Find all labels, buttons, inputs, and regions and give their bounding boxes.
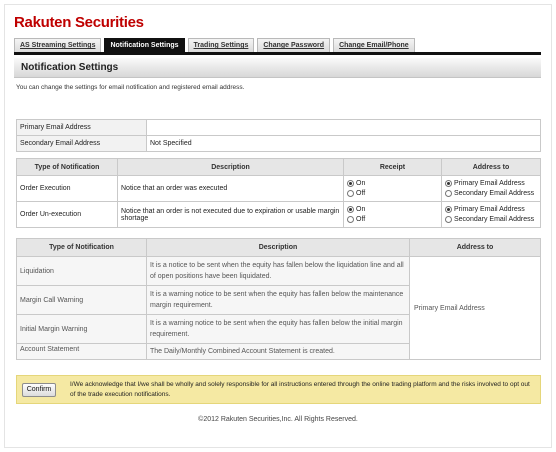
primary-email-value bbox=[147, 120, 541, 136]
tab-notification-settings[interactable]: Notification Settings bbox=[104, 38, 184, 52]
notification-type: Margin Call Warning bbox=[17, 286, 147, 315]
footer-copyright: ©2012 Rakuten Securities,Inc. All Rights Reserved. bbox=[198, 416, 358, 423]
table-header-row bbox=[17, 239, 541, 257]
address-secondary-label: Secondary Email Address bbox=[454, 190, 535, 197]
col-description-header: Description bbox=[147, 239, 410, 257]
tab-change-email-phone[interactable]: Change Email/Phone bbox=[333, 38, 415, 52]
receipt-on-label: On bbox=[356, 180, 366, 187]
address-secondary-radio[interactable] bbox=[445, 216, 452, 223]
table-row bbox=[17, 257, 541, 286]
address-cell bbox=[442, 176, 541, 202]
receipt-off-option[interactable] bbox=[347, 189, 438, 199]
notification-description: Notice that an order was executed bbox=[118, 176, 344, 202]
acknowledgement-text: I/We acknowledge that I/we shall be wholly and solely responsible for all instructions entered through the online trading platform and the risks involved to opt out of the trade execution notifications. bbox=[70, 381, 530, 398]
secondary-email-label: Secondary Email Address bbox=[17, 136, 147, 152]
address-cell bbox=[442, 202, 541, 228]
col-address-header: Address to bbox=[410, 239, 541, 257]
notification-type: Account Statement bbox=[17, 344, 147, 360]
receipt-on-radio[interactable] bbox=[347, 206, 354, 213]
col-address-header: Address to bbox=[442, 159, 541, 176]
fixed-notifications-table bbox=[16, 238, 541, 360]
table-row bbox=[17, 136, 541, 152]
receipt-off-label: Off bbox=[356, 216, 366, 223]
address-secondary-option[interactable] bbox=[445, 215, 537, 225]
receipt-off-radio[interactable] bbox=[347, 216, 354, 223]
table-header-row bbox=[17, 159, 541, 176]
receipt-cell bbox=[344, 202, 442, 228]
brand-name-part2: Securities bbox=[71, 14, 144, 31]
receipt-off-label: Off bbox=[356, 190, 366, 197]
receipt-cell bbox=[344, 176, 442, 202]
table-row bbox=[17, 176, 541, 202]
receipt-on-radio[interactable] bbox=[347, 180, 354, 187]
notification-settings-table bbox=[16, 158, 541, 228]
intro-text: You can change the settings for email notification and registered email address. bbox=[16, 84, 245, 91]
tab-trading-settings[interactable]: Trading Settings bbox=[188, 38, 255, 52]
address-primary-radio[interactable] bbox=[445, 206, 452, 213]
notification-type: Liquidation bbox=[17, 257, 147, 286]
notification-type: Initial Margin Warning bbox=[17, 315, 147, 344]
tab-underline bbox=[14, 52, 541, 55]
table-row bbox=[17, 202, 541, 228]
col-description-header: Description bbox=[118, 159, 344, 176]
brand-name-part1: Rakuten bbox=[14, 14, 72, 31]
secondary-email-value: Not Specified bbox=[147, 136, 541, 152]
address-primary-label: Primary Email Address bbox=[454, 180, 525, 187]
brand-logo bbox=[14, 14, 144, 31]
notification-description: The Daily/Monthly Combined Account Statement is created. bbox=[147, 344, 410, 360]
address-secondary-label: Secondary Email Address bbox=[454, 216, 535, 223]
receipt-on-option[interactable] bbox=[347, 179, 438, 189]
confirm-button[interactable]: Confirm bbox=[22, 383, 56, 397]
table-row bbox=[17, 120, 541, 136]
address-primary-option[interactable] bbox=[445, 205, 537, 215]
notification-description: Notice that an order is not executed due to expiration or usable margin shortage bbox=[118, 202, 344, 228]
notification-description: It is a warning notice to be sent when the equity has fallen below the maintenance margin requirement. bbox=[147, 286, 410, 315]
tab-change-password[interactable]: Change Password bbox=[257, 38, 330, 52]
email-address-table bbox=[16, 119, 541, 152]
col-receipt-header: Receipt bbox=[344, 159, 442, 176]
col-type-header: Type of Notification bbox=[17, 239, 147, 257]
address-secondary-option[interactable] bbox=[445, 189, 537, 199]
address-primary-radio[interactable] bbox=[445, 180, 452, 187]
receipt-on-option[interactable] bbox=[347, 205, 438, 215]
tab-as-streaming-settings[interactable]: AS Streaming Settings bbox=[14, 38, 101, 52]
page-title: Notification Settings bbox=[14, 58, 541, 78]
col-type-header: Type of Notification bbox=[17, 159, 118, 176]
notification-type: Order Execution bbox=[17, 176, 118, 202]
receipt-on-label: On bbox=[356, 206, 366, 213]
notification-description: It is a notice to be sent when the equity has fallen below the liquidation line and all of open positions have been liquidated. bbox=[147, 257, 410, 286]
address-primary-option[interactable] bbox=[445, 179, 537, 189]
notification-description: It is a warning notice to be sent when the equity has fallen below the initial margin requirement. bbox=[147, 315, 410, 344]
address-primary-label: Primary Email Address bbox=[454, 206, 525, 213]
notification-type: Order Un-execution bbox=[17, 202, 118, 228]
address-secondary-radio[interactable] bbox=[445, 190, 452, 197]
address-value: Primary Email Address bbox=[410, 257, 541, 360]
receipt-off-radio[interactable] bbox=[347, 190, 354, 197]
settings-tabs bbox=[14, 38, 415, 52]
confirm-bar bbox=[16, 375, 541, 404]
receipt-off-option[interactable] bbox=[347, 215, 438, 225]
primary-email-label: Primary Email Address bbox=[17, 120, 147, 136]
